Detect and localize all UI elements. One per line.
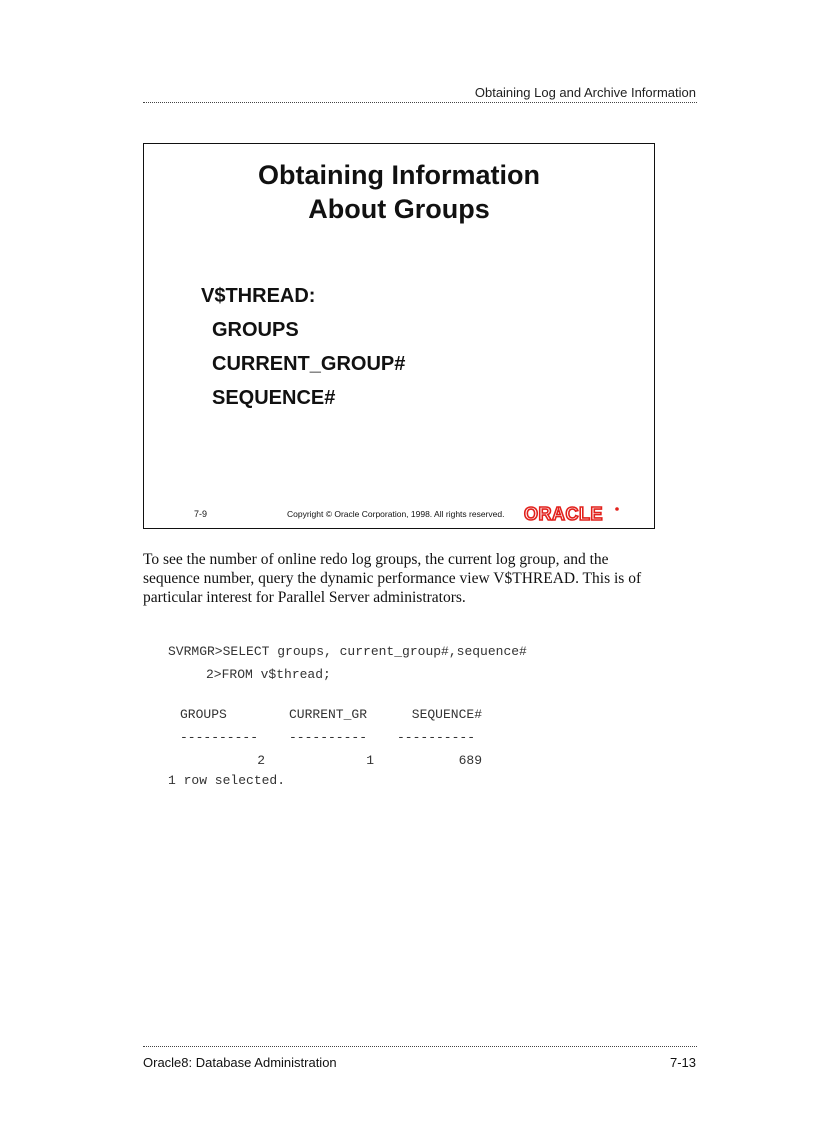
rows-selected-text: 1 row selected.	[168, 773, 286, 788]
code-line-2: 2>FROM v$thread;	[206, 667, 331, 682]
view-name: V$THREAD:	[201, 285, 316, 307]
result-header: GROUPS	[180, 707, 227, 722]
sql-code-block	[168, 640, 527, 686]
header-rule	[143, 102, 697, 103]
footer-rule	[143, 1046, 697, 1047]
column-groups: GROUPS	[212, 319, 299, 341]
slide-title	[144, 158, 654, 226]
result-header: SEQUENCE#	[411, 707, 482, 722]
running-header: Obtaining Log and Archive Information	[474, 85, 696, 100]
book-title: Oracle8: Database Administration	[143, 1055, 337, 1070]
result-cell: 2	[257, 753, 265, 768]
slide-title-line1: Obtaining Information	[258, 160, 540, 190]
slide-column-list	[201, 284, 405, 420]
page-number: 7-13	[669, 1055, 696, 1070]
result-cell: 689	[458, 753, 482, 768]
slide-frame	[143, 143, 655, 529]
result-header: CURRENT_GR	[289, 707, 368, 722]
slide-title-line2: About Groups	[308, 194, 490, 224]
result-separator: ----------	[397, 730, 476, 745]
result-separator: ----------	[289, 730, 368, 745]
slide-footer	[144, 506, 654, 522]
copyright-notice: Copyright © Oracle Corporation, 1998. All rights reserved.	[287, 509, 505, 519]
slide-number: 7-9	[194, 509, 208, 519]
oracle-logo-text: ORACLE	[524, 504, 603, 524]
column-sequence: SEQUENCE#	[212, 387, 336, 409]
result-separator: ----------	[180, 730, 259, 745]
result-cell: 1	[366, 753, 374, 768]
oracle-logo	[523, 504, 623, 526]
description-paragraph: To see the number of online redo log groups, the current log group, and the sequence number, query the dynamic performance view V$THREAD. This is of particular interest for Parallel Server administrators.	[143, 551, 642, 606]
column-current-group: CURRENT_GROUP#	[212, 353, 406, 375]
code-line-1: SVRMGR>SELECT groups, current_group#,sequence#	[168, 644, 527, 659]
